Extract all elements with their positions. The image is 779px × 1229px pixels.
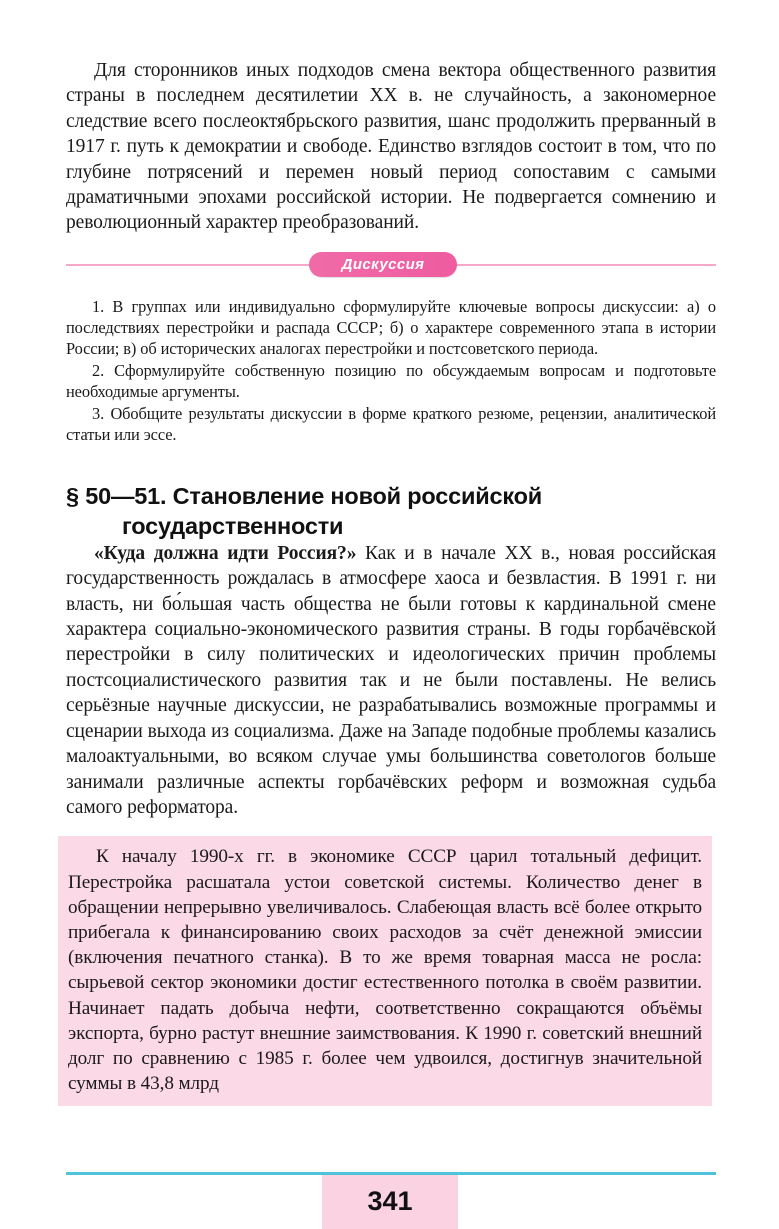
highlighted-passage [58,836,712,1106]
section-body-paragraph [66,541,716,820]
discussion-task-list [66,296,716,445]
discussion-label-pill [309,252,457,277]
section-title-line1: Становление новой российской [172,482,542,509]
section-title-line2: государственности [122,512,344,539]
list-item: 2. Сформулируйте собственную позицию по обсуждаемым вопросам и подготовьте необходимые аргументы. [66,360,716,401]
section-number: § 50—51. [66,482,167,509]
section-subheading-text: Как и в начале XX в., новая российская государственность рождалась в атмосфере хаоса и безвластия. В 1991 г. ни власть, ни бо́льшая часть общества не были готовы к кардинальной смене характера социально-экономического развития страны. В годы горбачёвской перестройки в силу политических и идеологических причин проблемы постсоциалистического развития так и не были поставлены. Не велись серьёзные научные дискуссии, не разрабатывались возможные программы и сценарии выхода из социализма. Даже на Западе подобные проблемы казались малоактуальными, во всяком случае умы большинства советологов больше занимали различные аспекты горбачёвских реформ и возможная судьба самого реформатора. [66,542,717,818]
section-subheading: «Куда должна идти Россия?» [94,542,357,564]
section-heading [66,481,716,541]
page-number: 341 [367,1186,413,1216]
discussion-banner [66,252,716,286]
page-content [66,58,716,1106]
intro-paragraph: Для сторонников иных подходов смена вектора общественного развития страны в последнем десятилетии XX в. не случайность, а закономерное следствие всего послеоктябрьского развития, шанс продолжить прерванный в 1917 г. путь к демократии и свободе. Единство взглядов состоит в том, что по глубине потрясений и перемен новый период сопоставим с самыми драматичными эпохами российской истории. Не подвергается сомнению и революционный характер преобразований. [66,60,716,234]
highlight-paragraph-text: К началу 1990-х гг. в экономике СССР царил тотальный дефицит. Перестройка расшатала устои советской системы. Количество денег в обращении непрерывно увеличивалось. Слабеющая власть всё более открыто прибегала к финансированию своих расходов за счёт денежной эмиссии (включения печатного станка). В то же время товарная масса не росла: сырьевой сектор экономики достиг естественного потолка в своём развитии. Начинает падать добыча нефти, соответственно сокращаются объёмы экспорта, бурно растут внешние заимствования. К 1990 г. советский внешний долг по сравнению с 1985 г. более чем удвоился, достигнув значительной суммы в 43,8 млрд [68,846,702,1095]
list-item: 1. В группах или индивидуально сформулируйте ключевые вопросы дискуссии: а) о последствиях перестройки и распада СССР; б) о характере современного этапа в истории России; в) об исторических аналогах перестройки и постсоветского периода. [66,296,716,358]
list-item: 3. Обобщите результаты дискуссии в форме краткого резюме, рецензии, аналитической статьи или эссе. [66,403,716,444]
discussion-label-text: Дискуссия [341,255,425,273]
